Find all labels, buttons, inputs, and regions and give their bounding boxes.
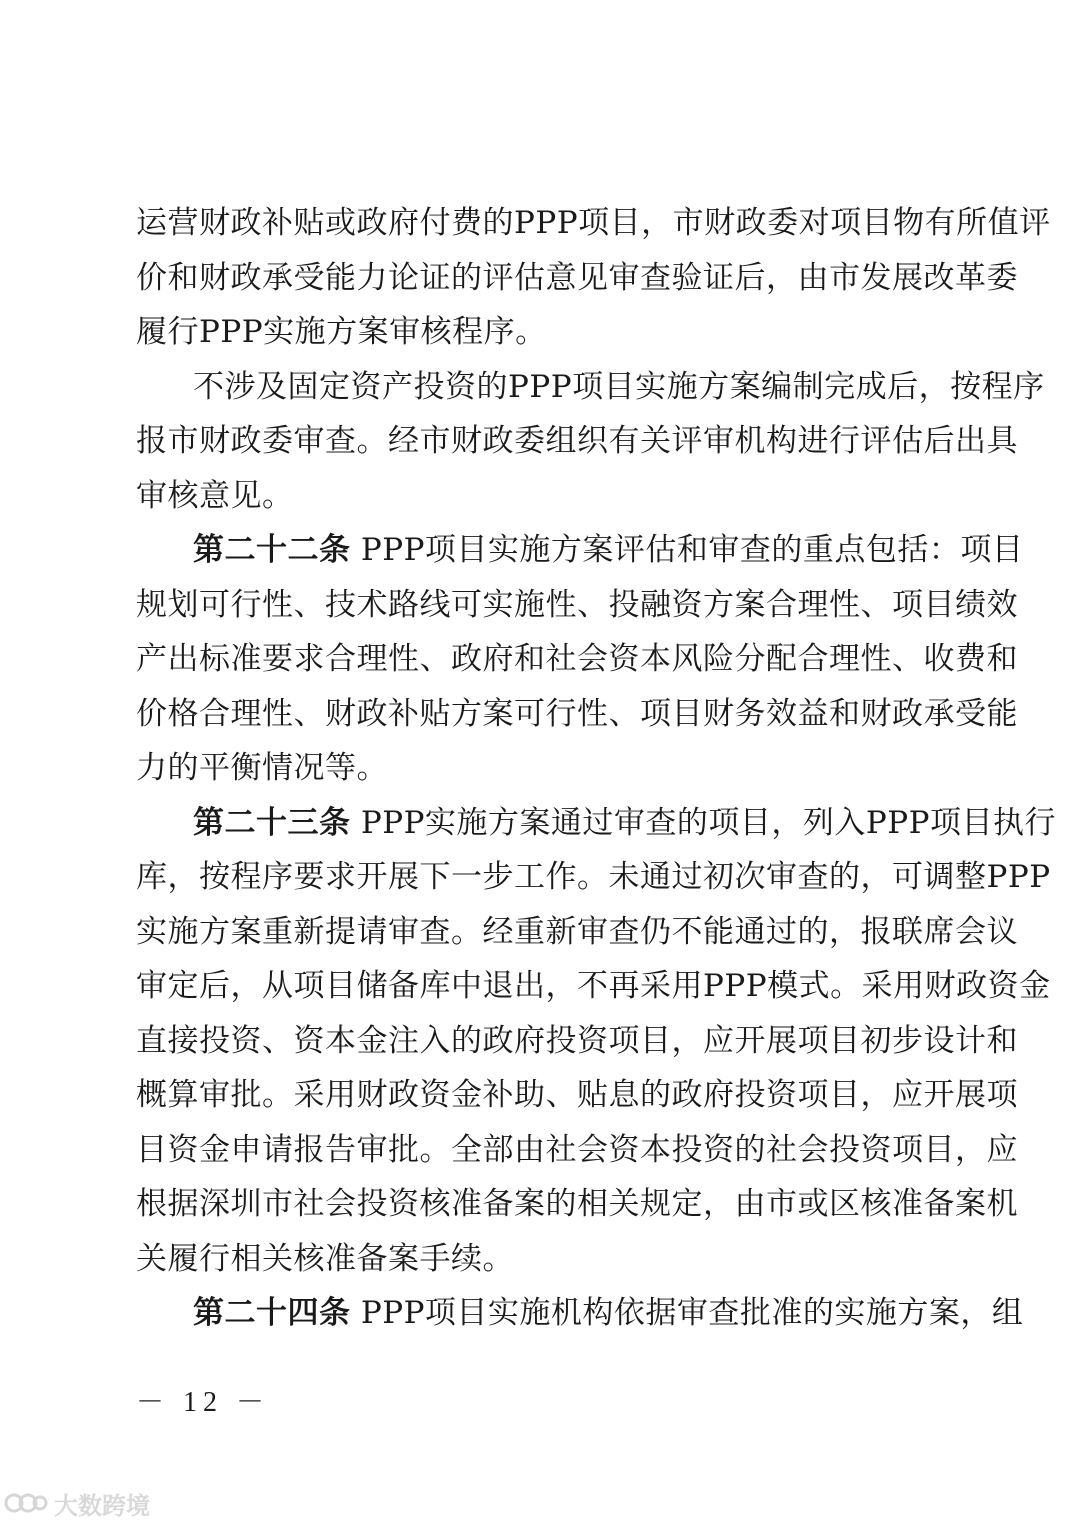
article-heading: 第二十三条: [193, 804, 351, 841]
text-line: 审定后，从项目储备库中退出，不再采用PPP模式。采用财政资金: [136, 968, 1051, 1004]
watermark-text: 大数跨境: [54, 1491, 150, 1520]
page-number: － 12 －: [136, 1387, 271, 1418]
watermark-logo-icon: [4, 1488, 48, 1518]
article-text: PPP实施方案通过审查的项目，列入PPP项目执行: [350, 804, 1057, 841]
article-24: [136, 1286, 1024, 1341]
text-line: 关履行相关核准备案手续。: [136, 1240, 514, 1277]
text-line: 报市财政委审查。经市财政委组织有关评审机构进行评估后出具: [136, 423, 1018, 459]
text-line: [136, 1286, 1024, 1341]
text-line: 履行PPP实施方案审核程序。: [136, 314, 547, 350]
text-line: 概算审批。采用财政资金补助、贴息的政府投资项目，应开展项: [136, 1077, 1018, 1113]
paragraph: [136, 360, 1045, 524]
article-text: PPP项目实施方案评估和审查的重点包括：项目: [350, 532, 1024, 568]
text-line: 实施方案重新提请审查。经重新审查仍不能通过的，报联席会议: [136, 913, 1018, 950]
text-line: 价格合理性、财政补贴方案可行性、项目财务效益和财政承受能: [136, 695, 1018, 732]
text-line: 库，按程序要求开展下一步工作。未通过初次审查的，可调整PPP: [136, 859, 1051, 895]
text-line: 产出标准要求合理性、政府和社会资本风险分配合理性、收费和: [136, 641, 1018, 677]
article-heading: 第二十四条: [193, 1295, 351, 1331]
article-text: PPP项目实施机构依据审查批准的实施方案，组: [350, 1295, 1024, 1331]
text-line: 规划可行性、技术路线可实施性、投融资方案合理性、项目绩效: [136, 586, 1018, 623]
text-line: 不涉及固定资产投资的PPP项目实施方案编制完成后，按程序: [193, 368, 1045, 405]
article-22: [136, 523, 1024, 796]
text-line: 根据深圳市社会投资核准备案的相关规定，由市或区核准备案机: [136, 1186, 1018, 1222]
paragraph: [136, 196, 1051, 360]
text-line: 直接投资、资本金注入的政府投资项目，应开展项目初步设计和: [136, 1022, 1018, 1059]
article-heading: 第二十二条: [193, 532, 351, 568]
text-line: [136, 523, 1024, 578]
watermark: [4, 1486, 150, 1520]
text-line: 力的平衡情况等。: [136, 750, 388, 786]
document-body: [136, 196, 1057, 1341]
article-23: [136, 796, 1057, 1287]
text-line: 运营财政补贴或政府付费的PPP项目，市财政委对项目物有所值评: [136, 205, 1051, 241]
text-line: [136, 796, 1057, 851]
text-line: 目资金申请报告审批。全部由社会资本投资的社会投资项目，应: [136, 1131, 1018, 1168]
text-line: 审核意见。: [136, 477, 294, 514]
text-line: 价和财政承受能力论证的评估意见审查验证后，由市发展改革委: [136, 259, 1018, 296]
